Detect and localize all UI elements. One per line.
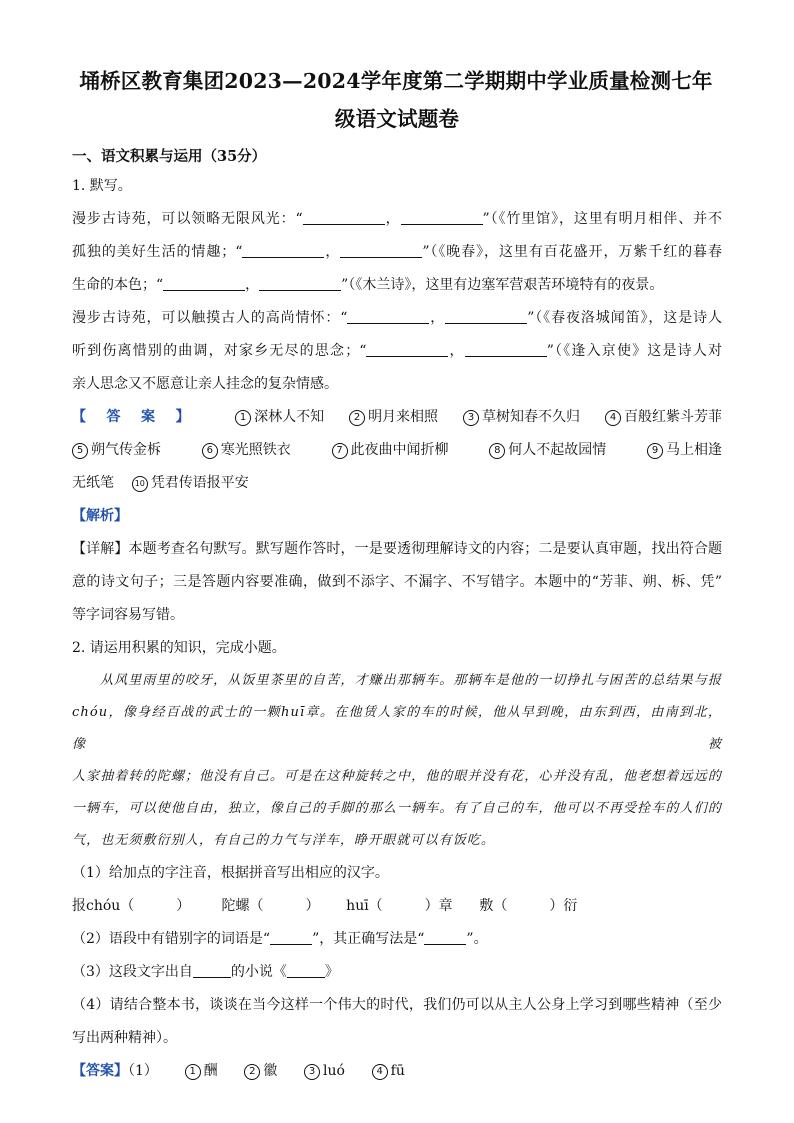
text: ，	[245, 277, 260, 293]
detail-text: 本题考查名句默写。默写题作答时，一是要透彻理解诗文的内容；二是要认真审题，找出符合题	[128, 541, 723, 557]
answer-text: luó	[323, 1063, 345, 1079]
q1-paragraph2-line3: 亲人思念又不愿意让亲人挂念的复杂情感。	[72, 376, 338, 392]
circled-number: 2	[349, 410, 365, 426]
pinyin-item: 报chóu（ ）	[72, 898, 191, 914]
passage-line3: 人家抽着转的陀螺；他没有自己。可是在这种旋转之中，他的眼并没有花，心并没有乱，他老想着远远的	[72, 769, 722, 784]
analysis-heading	[72, 500, 722, 533]
text: （2）语段中有错别字的词语是“	[72, 931, 271, 947]
detail-line3: 等字词容易写错。	[72, 607, 184, 623]
answer-text: 酬	[203, 1063, 218, 1079]
document-page	[72, 62, 722, 1088]
text: 漫步古诗苑，可以触摸古人的高尚情怀：“	[72, 310, 348, 326]
answer-label: 【答案】	[72, 409, 211, 425]
answer2-item-2	[244, 1055, 277, 1088]
q1-paragraph2-line2	[72, 335, 722, 368]
q2-sub1: （1）给加点的字注音，根据拼音写出相应的汉字。	[72, 865, 389, 881]
answer-blank	[465, 342, 547, 357]
answer-text: 徽	[263, 1063, 278, 1079]
detail-line2: 意的诗文句子；三是答题内容要准确，做到不添字、不漏字、不写错字。本题中的“芳菲、朔、柝、凭”	[72, 574, 722, 590]
answer-text: 百般红紫斗芳菲	[624, 409, 723, 425]
q2-sub3	[72, 956, 722, 989]
answer-text: 草树知春不久归	[482, 409, 581, 425]
answer-item-2	[349, 401, 438, 434]
q2-sub2	[72, 923, 722, 956]
answer-blank	[340, 243, 422, 258]
passage-line2: chóu，像身经百战的武士的一颗huī章。在他赁人家的车的时候，他从早到晚，由东到西，由南到北，像被	[72, 705, 722, 752]
passage-line5: 气，也无须敷衍别人，有自己的力气与洋车，睁开眼就可以有饭吃。	[72, 833, 496, 848]
text: ”（《竹里馆》，这里有明月相伴、并不	[482, 211, 723, 227]
text: 漫步古诗苑，可以领略无限风光：“	[72, 211, 303, 227]
circled-number: 1	[185, 1064, 201, 1080]
circled-number: 6	[202, 443, 218, 459]
answer-text: 马上相逢	[666, 442, 722, 458]
text: ，	[429, 310, 446, 326]
q1-paragraph2-line1	[72, 302, 722, 335]
circled-number: 2	[244, 1064, 260, 1080]
answer1-line3	[72, 467, 722, 500]
question-2-number: 2. 请运用积累的知识，完成小题。	[72, 640, 286, 656]
answer-blank	[242, 243, 324, 258]
text: （1）	[128, 1063, 158, 1079]
circled-number: 4	[372, 1064, 388, 1080]
text: 的小说《	[230, 964, 287, 980]
detail-label: 【详解】	[72, 541, 129, 557]
text: 》	[324, 964, 339, 980]
passage-line4: 一辆车，可以使他自由，独立，像自己的手脚的那么一辆车。有了自己的车，他可以不再受拴车的人们的	[72, 801, 722, 816]
answer-text: 深林人不知	[254, 409, 325, 425]
answer-item-7	[332, 434, 449, 467]
analysis-label: 【解析】	[72, 508, 128, 524]
answer-blank	[287, 963, 325, 978]
answer-blank	[347, 309, 429, 324]
answer2-item-1	[185, 1055, 218, 1088]
answer-text: fū	[390, 1063, 405, 1079]
circled-number: 7	[332, 443, 348, 459]
answer2-item-3	[304, 1055, 345, 1088]
document-title-line1: 埇桥区教育集团2023—2024学年度第二学期期中学业质量检测七年	[79, 69, 713, 93]
answer-text: 明月来相照	[368, 409, 439, 425]
circled-number: 5	[72, 443, 88, 459]
circled-number: 1	[235, 410, 251, 426]
circled-number: 4	[605, 410, 621, 426]
text: ，	[448, 343, 465, 359]
text: ，	[324, 244, 341, 260]
answer-blank	[445, 309, 527, 324]
text: ”（《木兰诗》，这里有边塞军营艰苦环境特有的夜景。	[341, 277, 664, 293]
pinyin-item: huī（ ）章	[346, 898, 453, 914]
text: ”（《晚春》，这里有百花盛开，万紫千红的暮春	[422, 244, 722, 260]
q2-sub4-line1: （4）请结合整本书，谈谈在当今这样一个伟大的时代，我们仍可以从主人公身上学习到哪些精神（至少	[72, 997, 722, 1013]
answer-blank	[366, 342, 448, 357]
answer-blank	[303, 210, 385, 225]
q1-paragraph1-line3	[72, 269, 722, 302]
answer-text: 寒光照铁衣	[220, 442, 291, 458]
text: 听到伤离惜别的曲调，对家乡无尽的思念；“	[72, 343, 367, 359]
section-heading: 一、语文积累与运用（35分）	[72, 148, 267, 165]
circled-number: 10	[132, 476, 148, 492]
circled-number: 3	[304, 1064, 320, 1080]
answer2-line	[72, 1055, 722, 1088]
answer-blank	[193, 963, 231, 978]
answer-item-3	[463, 401, 580, 434]
circled-number: 9	[647, 443, 663, 459]
answer-item-1	[235, 401, 324, 434]
document-title-line2: 级语文试题卷	[334, 107, 460, 131]
passage-line1: 从风里雨里的咬牙，从饭里茶里的自苦，才赚出那辆车。那辆车是他的一切挣扎与困苦的总结果与报	[100, 673, 722, 688]
q2-sub4-line2: 写出两种精神）。	[72, 1030, 177, 1046]
answer-item-10	[132, 467, 249, 500]
detail-line1	[72, 533, 722, 566]
q1-paragraph1-line1	[72, 203, 722, 236]
pinyin-item: 敷（ ）衍	[479, 898, 578, 914]
answer1-line1	[72, 401, 722, 434]
answer-label: 【答案】	[72, 1063, 128, 1079]
q1-paragraph1-line2	[72, 236, 722, 269]
text: 生命的本色；“	[72, 277, 164, 293]
answer-blank	[163, 276, 245, 291]
text: ”。	[466, 931, 488, 947]
pinyin-item: 陀螺（ ）	[221, 898, 320, 914]
answer-item-6	[202, 434, 291, 467]
answer-item-9	[647, 434, 722, 467]
text: （3）这段文字出自	[72, 964, 193, 980]
answer-item-4	[605, 401, 722, 434]
question-1-number: 1. 默写。	[72, 178, 132, 194]
answer-item-5	[72, 434, 161, 467]
text: ，	[384, 211, 401, 227]
answer1-line2	[72, 434, 722, 467]
answer-text: 此夜曲中闻折柳	[350, 442, 449, 458]
answer-blank	[259, 276, 341, 291]
answer-blank	[401, 210, 483, 225]
answer-text: 凭君传语报平安	[150, 475, 249, 491]
text: ”，其正确写法是“	[312, 931, 425, 947]
answer-item-8	[489, 434, 606, 467]
pinyin-row	[72, 890, 722, 923]
circled-number: 3	[463, 410, 479, 426]
text: ”（《逢入京使》这是诗人对	[546, 343, 723, 359]
circled-number: 8	[489, 443, 505, 459]
answer-text: 朔气传金柝	[91, 442, 161, 458]
answer-text: 何人不起故园情	[508, 442, 607, 458]
answer-blank	[424, 930, 466, 945]
answer-blank	[270, 930, 312, 945]
text: ”（《春夜洛城闻笛》，这是诗人	[527, 310, 723, 326]
answer-text: 无纸笔	[72, 475, 114, 491]
answer2-item-4	[372, 1055, 405, 1088]
text: 孤独的美好生活的情趣；“	[72, 244, 243, 260]
